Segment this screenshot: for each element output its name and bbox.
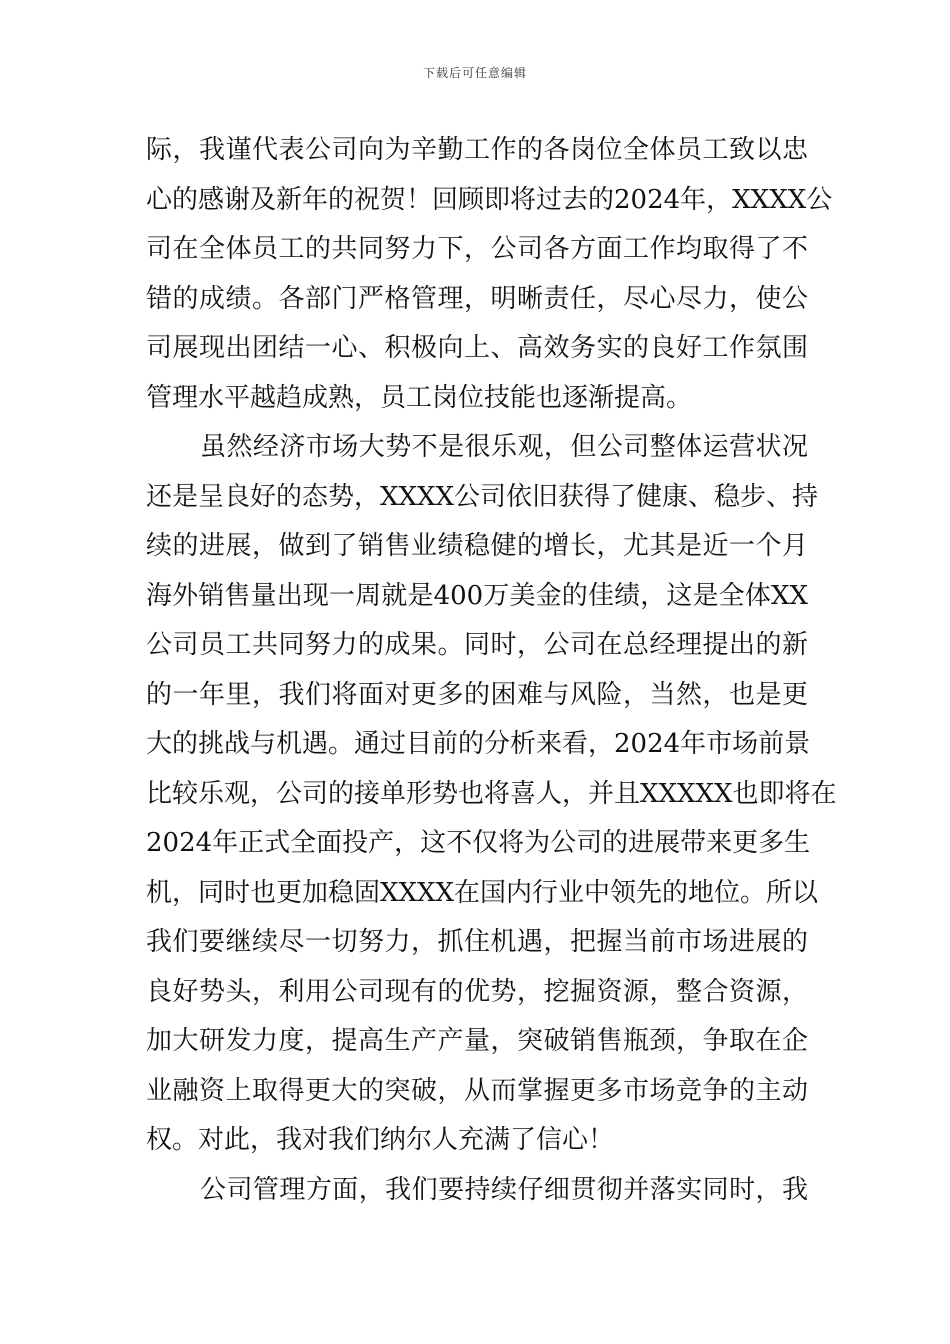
text-line: 还是呈良好的态势，XXXX公司依旧获得了健康、稳步、持 (146, 481, 819, 512)
text-line: 我们要继续尽一切努力，抓住机遇，把握当前市场进展的 (146, 927, 808, 957)
text-line: 加大研发力度，提高生产产量，突破销售瓶颈，争取在企 (146, 1026, 808, 1056)
text-line: 司展现出团结一心、积极向上、高效务实的良好工作氛围 (146, 333, 808, 363)
text-line: 心的感谢及新年的祝贺！回顾即将过去的2024年，XXXX公 (146, 184, 833, 215)
text-line: 的一年里，我们将面对更多的困难与风险，当然，也是更 (146, 679, 808, 710)
text-line: 良好势头，利用公司现有的优势，挖掘资源，整合资源， (146, 976, 808, 1007)
text-line: 司在全体员工的共同努力下，公司各方面工作均取得了不 (146, 234, 808, 264)
page-header: 下载后可任意编辑 (422, 66, 527, 80)
text-line: 权。对此，我对我们纳尔人充满了信心！ (146, 1125, 615, 1155)
text-line: 错的成绩。各部门严格管理，明晰责任，尽心尽力，使公 (146, 283, 808, 314)
text-line: 2024年正式全面投产，这不仅将为公司的进展带来更多生 (146, 828, 811, 858)
text-line: 管理水平越趋成熟，员工岗位技能也逐渐提高。 (146, 382, 693, 413)
document-body (146, 126, 837, 1215)
text-line: 业融资上取得更大的突破，从而掌握更多市场竞争的主动 (146, 1075, 808, 1106)
text-line: 虽然经济市场大势不是很乐观，但公司整体运营状况 (200, 432, 808, 462)
text-line: 公司员工共同努力的成果。同时，公司在总经理提出的新 (146, 630, 808, 660)
text-line: 公司管理方面，我们要持续仔细贯彻并落实同时，我 (200, 1174, 808, 1205)
text-line: 机，同时也更加稳固XXXX在国内行业中领先的地位。所以 (146, 877, 819, 908)
text-line: 际，我谨代表公司向为辛勤工作的各岗位全体员工致以忠 (146, 135, 808, 165)
text-line: 续的进展，做到了销售业绩稳健的增长，尤其是近一个月 (146, 531, 808, 561)
text-line: 大的挑战与机遇。通过目前的分析来看，2024年市场前景 (146, 729, 811, 759)
text-line: 比较乐观，公司的接单形势也将喜人，并且XXXXX也即将在 (146, 778, 837, 809)
text-line: 海外销售量出现一周就是400万美金的佳绩，这是全体XX (146, 580, 808, 611)
